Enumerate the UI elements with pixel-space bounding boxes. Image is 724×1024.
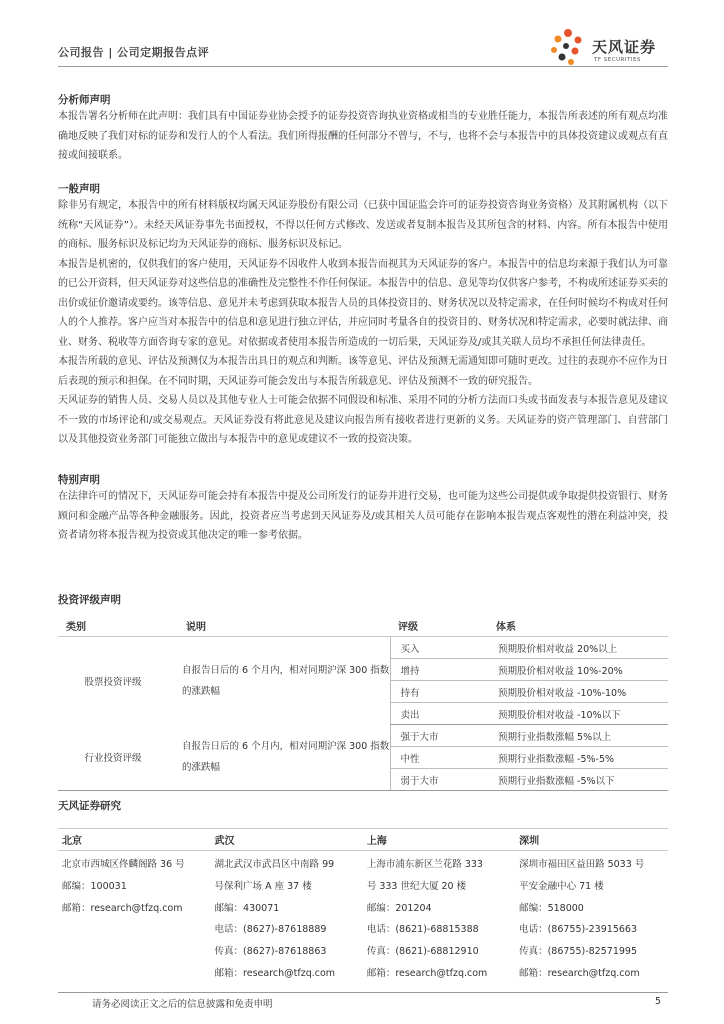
general-statement-section <box>58 181 668 450</box>
logo-name: 天风证券 <box>592 38 657 56</box>
office-fax: 传真：(8627)-87618863 <box>214 946 327 958</box>
rating-system: 预期行业指数涨幅 -5%以下 <box>488 769 668 791</box>
office-postcode: 邮编：518000 <box>519 902 584 914</box>
rating-statement-title: 投资评级声明 <box>58 594 121 606</box>
header-divider <box>58 66 668 67</box>
rating-header-desc: 说明 <box>178 616 390 637</box>
rating-level: 卖出 <box>390 703 488 725</box>
office-phone: 电话：(8627)-87618889 <box>214 924 327 936</box>
office-phone: 电话：(86755)-23915663 <box>519 924 637 936</box>
office-city-beijing: 北京 <box>58 829 211 851</box>
office-fax: 传真：(8621)-68812910 <box>366 946 479 958</box>
office-phone: 电话：(8621)-68815388 <box>366 924 479 936</box>
industry-rating-desc: 自报告日后的 6 个月内，相对同期沪深 300 指数的涨跌幅 <box>178 725 390 791</box>
office-beijing <box>58 851 211 985</box>
general-statement-para-2: 本报告是机密的，仅供我们的客户使用，天风证券不因收件人收到本报告而视其为天风证券的客户。本报告中的信息均来源于我们认为可靠的已公开资料，但天风证券对这些信息的准确性及完整性不作任何保证。本报告中的信息、意见等均仅供客户参考，不构成所述证券买卖的出价或征价邀请或要约。该等信息、意见并未考虑到获取本报告人员的具体投资目的、财务状况以及特定需求，在任何时候均不构成对任何人的个人推荐。客户应当对本报告中的信息和意见进行独立评估，并应同时考量各自的投资目的、财务状况和特定需求，必要时就法律、商业、财务、税收等方面咨询专家的意见。对依据或者使用本报告所造成的一切后果，天风证券及/或其关联人员均不承担任何法律责任。 <box>58 258 668 348</box>
general-statement-para-4: 天风证券的销售人员、交易人员以及其他专业人士可能会依据不同假设和标准、采用不同的分析方法而口头或书面发表与本报告意见及建议不一致的市场评论和/或交易观点。天风证券没有将此意见及建议向报告所有接收者进行更新的义务。天风证券的资产管理部门、自营部门以及其他投资业务部门可能独立做出与本报告中的意见或建议不一致的投资决策。 <box>58 395 668 445</box>
office-address-line: 号保利广场 A 座 37 楼 <box>214 880 312 892</box>
office-postcode: 邮编：430071 <box>214 902 280 914</box>
rating-level: 强于大市 <box>390 725 488 747</box>
research-title: 天风证券研究 <box>58 800 121 812</box>
rating-system: 预期行业指数涨幅 5%以上 <box>488 725 668 747</box>
offices-table <box>58 828 668 985</box>
stock-rating-desc: 自报告日后的 6 个月内，相对同期沪深 300 指数的涨跌幅 <box>182 664 390 697</box>
table-row <box>58 637 668 659</box>
rating-system: 预期行业指数涨幅 -5%-5% <box>488 747 668 769</box>
office-address-line: 北京市西城区佟麟阁路 36 号 <box>62 859 185 870</box>
analyst-statement-text: 本报告署名分析师在此声明：我们具有中国证券业协会授予的证券投资咨询执业资格或相当的专业胜任能力，本报告所表述的所有观点均准确地反映了我们对标的证券和发行人的个人看法。我们所得报酬的任何部分不曾与，不与，也将不会与本报告中的具体投资建议或观点有直接或间接联系。 <box>58 111 668 161</box>
logo-subtitle: TF SECURITIES <box>594 57 641 63</box>
office-fax: 传真：(86755)-82571995 <box>519 946 637 958</box>
footer-disclaimer: 请务必阅读正文之后的信息披露和免责申明 <box>92 999 273 1010</box>
special-statement-text: 在法律许可的情况下，天风证券可能会持有本报告中提及公司所发行的证券并进行交易，也可能为这些公司提供或争取提供投资银行、财务顾问和金融产品等各种金融服务。因此，投资者应当考虑到天风证券及/或其相关人员可能存在影响本报告观点客观性的潜在利益冲突，投资者请勿将本报告视为投资或其他决定的唯一参考依据。 <box>58 491 668 541</box>
office-city-shenzhen: 深圳 <box>515 829 668 851</box>
general-statement-para-1: 除非另有规定，本报告中的所有材料版权均属天风证券股份有限公司（已获中国证监会许可的证券投资咨询业务资格）及其附属机构（以下统称“天风证券”）。未经天风证券事先书面授权，不得以任何方式修改、发送或者复制本报告及其所包含的材料、内容。所有本报告中使用的商标、服务标识及标记均为天风证券的商标、服务标识及标记。 <box>58 200 668 250</box>
rating-level: 增持 <box>390 659 488 681</box>
office-address-line: 号 333 世纪大厦 20 楼 <box>366 880 467 892</box>
office-shenzhen <box>515 851 668 985</box>
rating-header-system: 体系 <box>488 616 668 637</box>
page-header <box>58 40 668 66</box>
rating-header-category: 类别 <box>58 616 178 637</box>
rating-system: 预期股价相对收益 -10%-10% <box>488 681 668 703</box>
rating-system: 预期股价相对收益 10%-20% <box>488 659 668 681</box>
page-number: 5 <box>655 996 662 1007</box>
office-postcode: 邮编：100031 <box>62 880 127 892</box>
office-city-wuhan: 武汉 <box>211 829 363 851</box>
office-postcode: 邮编：201204 <box>366 902 432 914</box>
analyst-statement-title: 分析师声明 <box>58 94 111 106</box>
office-email: 邮箱：research@tfzq.com <box>366 967 488 979</box>
analyst-statement-section <box>58 92 668 166</box>
office-email: 邮箱：research@tfzq.com <box>519 967 640 979</box>
rating-system: 预期股价相对收益 -10%以下 <box>488 703 668 725</box>
rating-level: 持有 <box>390 681 488 703</box>
office-city-shanghai: 上海 <box>363 829 515 851</box>
office-email: 邮箱：research@tfzq.com <box>214 967 336 979</box>
rating-level: 中性 <box>390 747 488 769</box>
rating-system: 预期股价相对收益 20%以上 <box>488 637 668 659</box>
stock-rating-category: 股票投资评级 <box>84 676 142 688</box>
general-statement-title: 一般声明 <box>58 183 100 195</box>
office-address-line: 深圳市福田区益田路 5033 号 <box>519 859 645 870</box>
office-address-line: 平安金融中心 71 楼 <box>519 880 604 892</box>
special-statement-title: 特别声明 <box>58 474 100 486</box>
rating-level: 买入 <box>390 637 488 659</box>
general-statement-para-3: 本报告所载的意见、评估及预测仅为本报告出具日的观点和判断。该等意见、评估及预测无需通知即可随时更改。过往的表现亦不应作为日后表现的预示和担保。在不同时期，天风证券可能会发出与本报告所载意见、评估及预测不一致的研究报告。 <box>58 356 668 387</box>
industry-rating-category: 行业投资评级 <box>58 725 178 791</box>
rating-header-level: 评级 <box>390 616 488 637</box>
office-email: 邮箱：research@tfzq.com <box>62 902 183 914</box>
rating-table <box>58 616 668 791</box>
logo-mark-icon <box>544 26 590 70</box>
table-row <box>58 725 668 747</box>
office-address-line: 上海市浦东新区兰花路 333 <box>366 859 483 870</box>
office-wuhan <box>211 851 363 985</box>
office-shanghai <box>363 851 515 985</box>
office-address-line: 湖北武汉市武昌区中南路 99 <box>214 859 335 870</box>
report-type-label: 公司报告 | 公司定期报告点评 <box>58 46 210 59</box>
rating-level: 弱于大市 <box>390 769 488 791</box>
footer-divider <box>58 992 668 993</box>
special-statement-section <box>58 472 668 546</box>
